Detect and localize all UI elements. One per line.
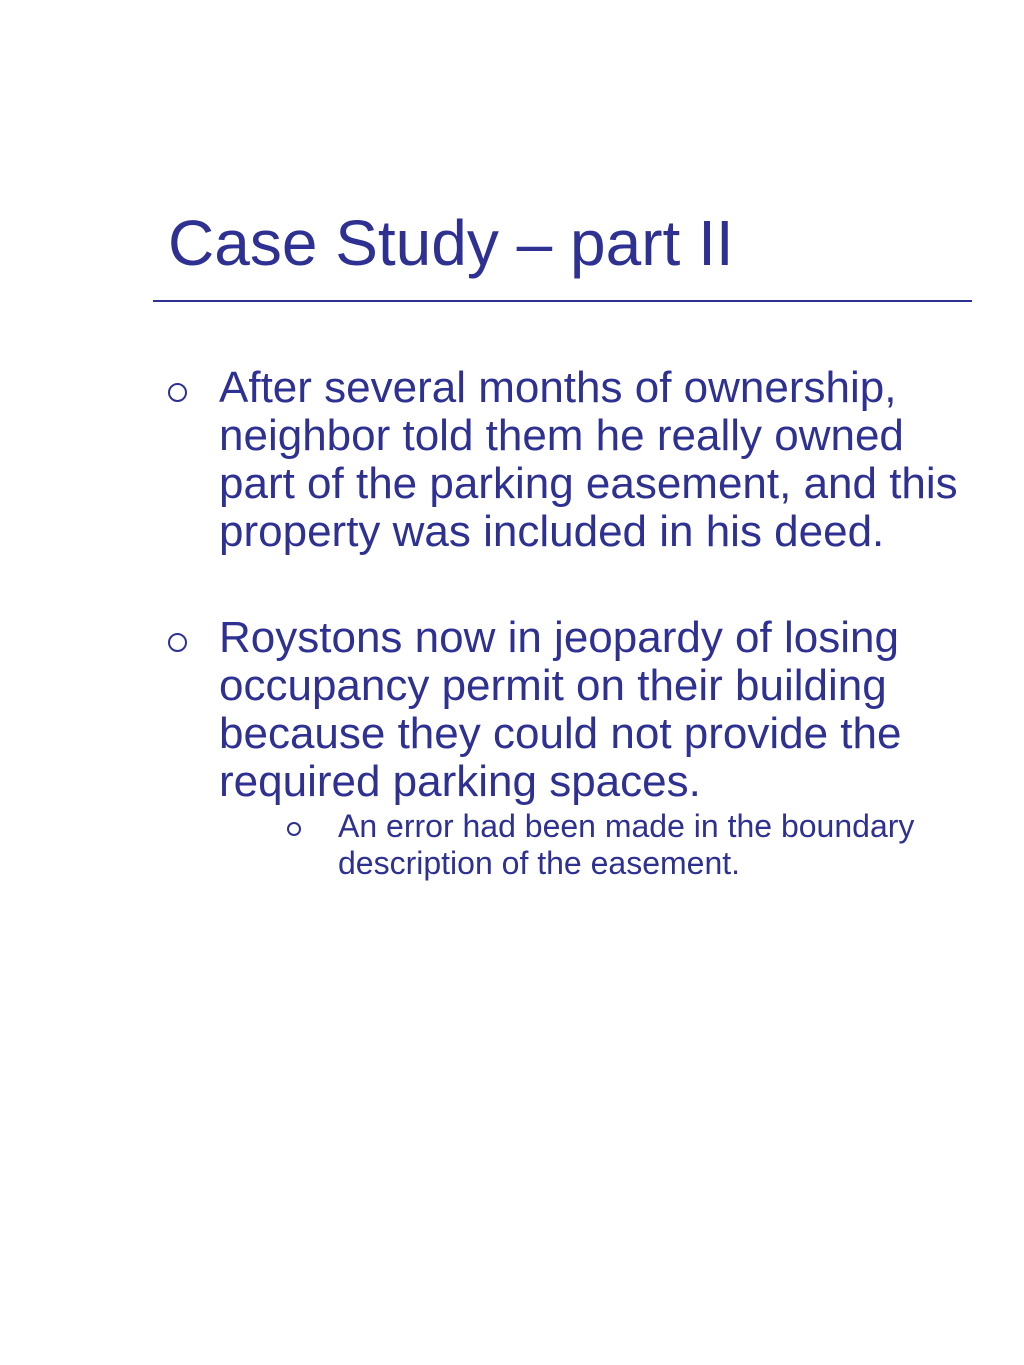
hollow-circle-bullet-icon <box>287 822 301 836</box>
slide-title: Case Study – part II <box>168 207 734 279</box>
bullet-text: Roystons now in jeopardy of losing occupancy permit on their building because they could not provide the required parking spaces. <box>219 613 902 806</box>
bullet-text: After several months of ownership, neighbor told them he really owned part of the parking easement, and this property was included in his deed. <box>219 363 958 556</box>
bullet-item <box>168 364 968 556</box>
sub-bullet-list <box>219 808 968 882</box>
hollow-circle-bullet-icon <box>168 383 187 402</box>
hollow-circle-bullet-icon <box>168 633 187 652</box>
sub-bullet-item <box>287 808 968 882</box>
bullet-item <box>168 614 968 882</box>
bullet-list <box>168 364 968 940</box>
title-divider <box>153 300 972 302</box>
sub-bullet-text: An error had been made in the boundary description of the easement. <box>338 808 915 881</box>
